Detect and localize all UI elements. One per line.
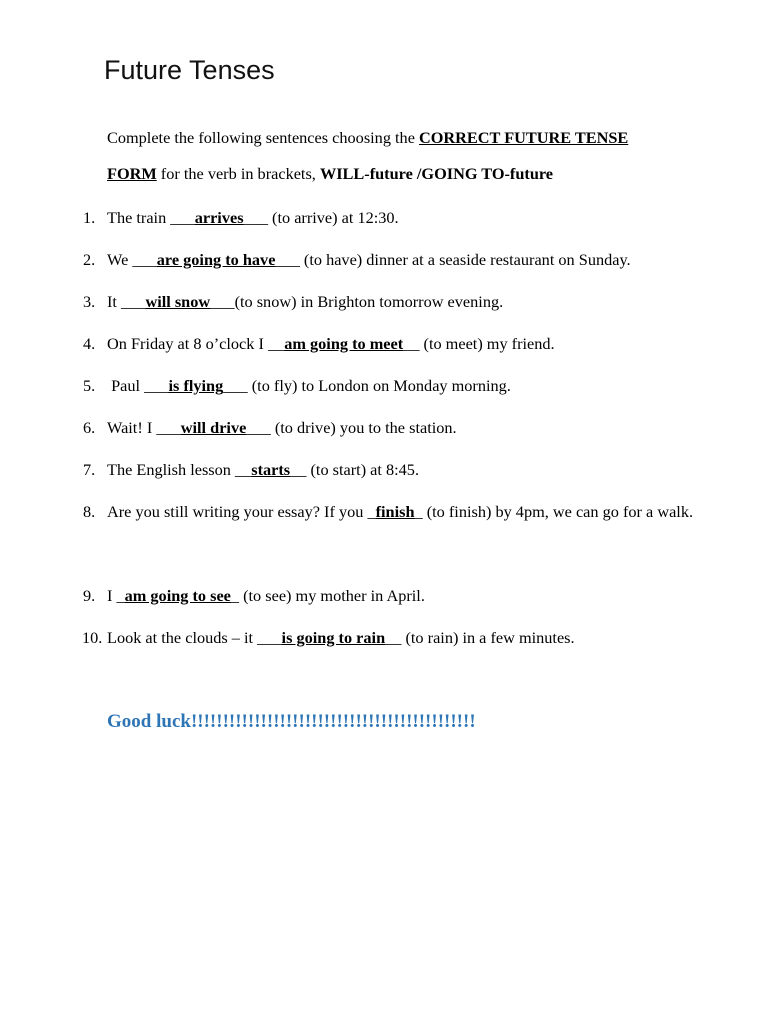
item-answer: am going to see	[124, 586, 231, 605]
page-title: Future Tenses	[104, 55, 275, 85]
item-answer: finish	[375, 502, 415, 521]
item-answer: starts	[251, 460, 291, 479]
exercise-item	[0, 240, 768, 282]
item-answer: is going to rain	[281, 628, 386, 647]
exercise-item	[0, 282, 768, 324]
item-sentence: It ___will snow___(to snow) in Brighton tomorrow evening.	[107, 292, 504, 311]
item-number: 2.	[83, 250, 96, 269]
item-answer: are going to have	[156, 250, 276, 269]
instructions-emphasis: CORRECT FUTURE TENSE	[419, 128, 629, 147]
item-number: 3.	[83, 292, 96, 311]
item-sentence: I _am going to see_ (to see) my mother in April.	[107, 586, 425, 605]
exercise-item	[0, 618, 768, 660]
item-sentence: Are you still writing your essay? If you _finish_ (to finish) by 4pm, we can go for a walk.	[107, 502, 694, 521]
item-answer: is flying	[168, 376, 224, 395]
exercise-item	[0, 576, 768, 618]
item-answer: am going to meet	[284, 334, 404, 353]
item-answer: will snow	[145, 292, 211, 311]
item-number: 6.	[83, 418, 96, 437]
instructions-text: Complete the following sentences choosing the	[107, 128, 419, 147]
item-sentence: We ___are going to have___ (to have) dinner at a seaside restaurant on Sunday.	[107, 250, 631, 269]
instructions-emphasis-form: FORM	[107, 164, 157, 183]
item-answer: arrives	[194, 208, 244, 227]
exercise-item	[0, 198, 768, 240]
instructions	[107, 120, 707, 192]
item-number: 1.	[83, 208, 96, 227]
item-answer: will drive	[180, 418, 247, 437]
item-sentence: Paul ___is flying___ (to fly) to London on Monday morning.	[107, 376, 511, 395]
exercise-item	[0, 450, 768, 492]
exercise-item	[0, 366, 768, 408]
item-sentence: Wait! I ___will drive___ (to drive) you to the station.	[107, 418, 457, 437]
instructions-text-2: for the verb in brackets,	[156, 164, 320, 183]
exercise-item	[0, 492, 768, 576]
item-number: 9.	[83, 586, 96, 605]
exercise-item	[0, 408, 768, 450]
exercise-item	[0, 324, 768, 366]
closing-message: Good luck!!!!!!!!!!!!!!!!!!!!!!!!!!!!!!!!!!!!!!!!!!!!!	[107, 711, 476, 732]
item-number: 10.	[82, 628, 103, 647]
item-number: 4.	[83, 334, 96, 353]
item-sentence: The train ___arrives___ (to arrive) at 12:30.	[107, 208, 399, 227]
item-sentence: The English lesson __starts__ (to start) at 8:45.	[107, 460, 420, 479]
item-number: 8.	[83, 502, 96, 521]
item-number: 5.	[83, 376, 96, 395]
item-sentence: Look at the clouds – it ___is going to rain__ (to rain) in a few minutes.	[107, 628, 575, 647]
exercise-list	[0, 198, 768, 660]
item-sentence: On Friday at 8 o’clock I __am going to meet__ (to meet) my friend.	[107, 334, 555, 353]
instructions-tense-options: WILL-future /GOING TO-future	[319, 164, 554, 183]
item-number: 7.	[83, 460, 96, 479]
